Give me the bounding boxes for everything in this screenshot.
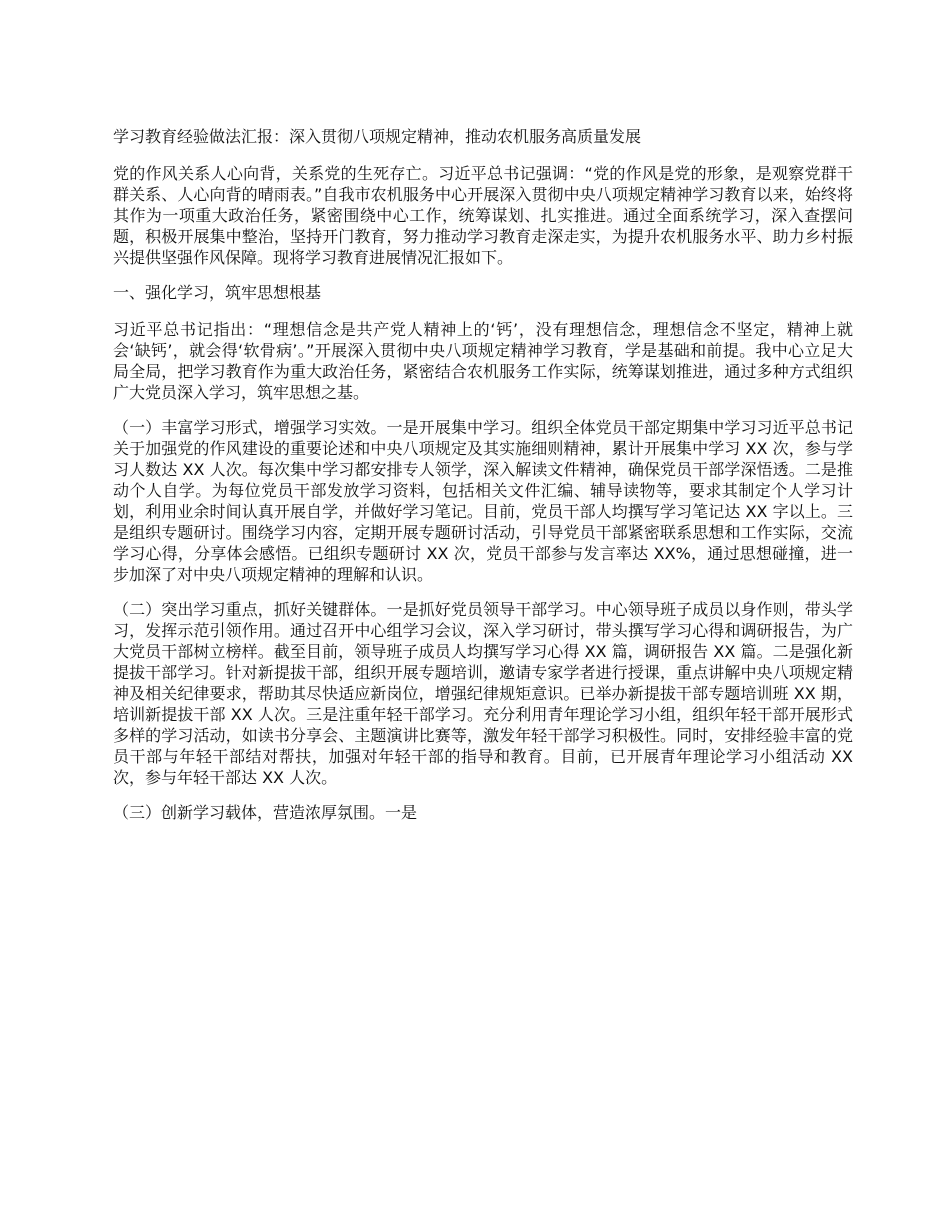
item-2-paragraph: （二）突出学习重点，抓好关键群体。一是抓好党员领导干部学习。中心领导班子成员以身作则，带头学习，发挥示范引领作用。通过召开中心组学习会议，深入学习研讨，带头撰写学习心得和调研报告，为广大党员干部树立榜样。截至目前，领导班子成员人均撰写学习心得 XX 篇，调研报告 XX 篇。二是强化新提拔干部学习。针对新提拔干部，组织开展专题培训，邀请专家学者进行授课，重点讲解中央八项规定精神及相关纪律要求，帮助其尽快适应新岗位，增强纪律规矩意识。已举办新提拔干部专题培训班 XX 期，培训新提拔干部 XX 人次。三是注重年轻干部学习。充分利用青年理论学习小组，组织年轻干部开展形式多样的学习活动，如读书分享会、主题演讲比赛等，激发年轻干部学习积极性。同时，安排经验丰富的党员干部与年轻干部结对帮扶，加强对年轻干部的指导和教育。目前，已开展青年理论学习小组活动 XX 次，参与年轻干部达 XX 人次。 [113, 600, 853, 787]
item-3-paragraph: （三）创新学习载体，营造浓厚氛围。一是 [113, 803, 418, 822]
document-title: 学习教育经验做法汇报：深入贯彻八项规定精神，推动农机服务高质量发展 [113, 127, 642, 146]
intro-paragraph: 党的作风关系人心向背，关系党的生死存亡。习近平总书记强调：“党的作风是党的形象，是观察党群干群关系、人心向背的晴雨表。”自我市农机服务中心开展深入贯彻中央八项规定精神学习教育以来，始终将其作为一项重大政治任务，紧密围绕中心工作，统筹谋划、扎实推进。通过全面系统学习，深入查摆问题，积极开展集中整治，坚持开门教育，努力推动学习教育走深走实，为提升农机服务水平、助力乡村振兴提供坚强作风保障。现将学习教育进展情况汇报如下。 [113, 164, 853, 267]
document-page [113, 126, 853, 837]
section-intro-paragraph: 习近平总书记指出：“理想信念是共产党人精神上的‘钙’，没有理想信念，理想信念不坚定，精神上就会‘缺钙’，就会得‘软骨病’。”开展深入贯彻中央八项规定精神学习教育，学是基础和前提。我中心立足大局全局，把学习教育作为重大政治任务，紧密结合农机服务工作实际，统筹谋划推进，通过多种方式组织广大党员深入学习，筑牢思想之基。 [113, 320, 853, 402]
section-heading: 一、强化学习，筑牢思想根基 [113, 283, 322, 302]
item-1-paragraph: （一）丰富学习形式，增强学习实效。一是开展集中学习。组织全体党员干部定期集中学习习近平总书记关于加强党的作风建设的重要论述和中央八项规定及其实施细则精神，累计开展集中学习 XX 次，参与学习人数达 XX 人次。每次集中学习都安排专人领学，深入解读文件精神，确保党员干部学深悟透。二是推动个人自学。为每位党员干部发放学习资料，包括相关文件汇编、辅导读物等，要求其制定个人学习计划，利用业余时间认真开展自学，并做好学习笔记。目前，党员干部人均撰写学习笔记达 XX 字以上。三是组织专题研讨。围绕学习内容，定期开展专题研讨活动，引导党员干部紧密联系思想和工作实际，交流学习心得，分享体会感悟。已组织专题研讨 XX 次，党员干部参与发言率达 XX%，通过思想碰撞，进一步加深了对中央八项规定精神的理解和认识。 [113, 418, 853, 584]
